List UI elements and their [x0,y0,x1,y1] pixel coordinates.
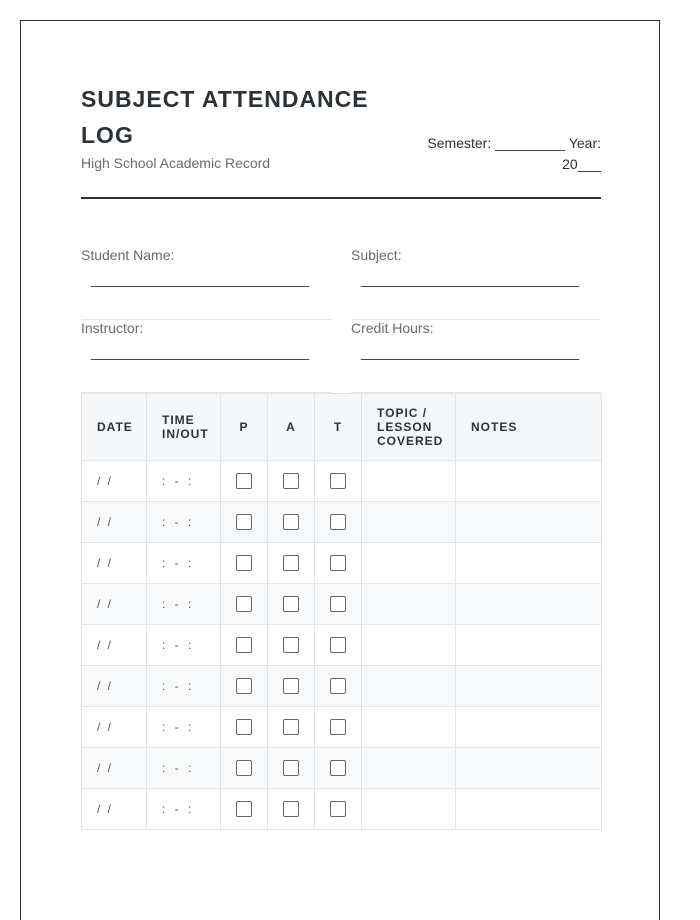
absent-cell [268,502,315,543]
topic-cell[interactable] [362,625,456,666]
absent-cell [268,748,315,789]
tardy-checkbox[interactable] [330,719,346,735]
field-credit-hours[interactable] [351,320,601,393]
notes-cell[interactable] [456,748,602,789]
header-topic: TOPIC / LESSON COVERED [362,394,456,461]
tardy-checkbox[interactable] [330,678,346,694]
topic-cell[interactable] [362,461,456,502]
notes-cell[interactable] [456,707,602,748]
present-checkbox[interactable] [236,760,252,776]
date-cell[interactable]: / / [82,584,147,625]
table-row [82,789,602,830]
topic-cell[interactable] [362,666,456,707]
date-cell[interactable]: / / [82,748,147,789]
absent-checkbox[interactable] [283,760,299,776]
time-cell[interactable]: : - : [147,666,221,707]
absent-checkbox[interactable] [283,678,299,694]
table-header-row [82,394,602,461]
field-blank[interactable]: ____________________________ [91,344,310,360]
attendance-log-page [20,20,660,920]
header-date: DATE [82,394,147,461]
date-cell[interactable]: / / [82,502,147,543]
field-subject[interactable] [351,247,601,320]
absent-cell [268,707,315,748]
present-cell [221,461,268,502]
tardy-cell [315,584,362,625]
absent-checkbox[interactable] [283,514,299,530]
field-label: Credit Hours: [351,320,434,336]
table-row [82,584,602,625]
time-cell[interactable]: : - : [147,748,221,789]
topic-cell[interactable] [362,543,456,584]
field-blank[interactable]: ____________________________ [361,344,580,360]
tardy-checkbox[interactable] [330,801,346,817]
header-tardy: T [315,394,362,461]
notes-cell[interactable] [456,502,602,543]
present-checkbox[interactable] [236,719,252,735]
table-row [82,707,602,748]
present-cell [221,502,268,543]
date-cell[interactable]: / / [82,625,147,666]
absent-checkbox[interactable] [283,801,299,817]
present-checkbox[interactable] [236,801,252,817]
date-cell[interactable]: / / [82,543,147,584]
tardy-cell [315,789,362,830]
tardy-cell [315,707,362,748]
tardy-cell [315,502,362,543]
present-cell [221,666,268,707]
header-notes: NOTES [456,394,602,461]
present-cell [221,707,268,748]
absent-checkbox[interactable] [283,473,299,489]
year-prefix-line: 20___ [562,156,601,172]
absent-checkbox[interactable] [283,555,299,571]
absent-cell [268,789,315,830]
tardy-cell [315,625,362,666]
time-cell[interactable]: : - : [147,502,221,543]
document-title: SUBJECT ATTENDANCE LOG [81,86,369,148]
present-cell [221,625,268,666]
table-row [82,625,602,666]
present-cell [221,748,268,789]
notes-cell[interactable] [456,625,602,666]
date-cell[interactable]: / / [82,707,147,748]
field-instructor[interactable] [81,320,331,393]
tardy-cell [315,461,362,502]
absent-cell [268,584,315,625]
time-cell[interactable]: : - : [147,789,221,830]
tardy-cell [315,543,362,584]
tardy-checkbox[interactable] [330,514,346,530]
date-cell[interactable]: / / [82,789,147,830]
tardy-checkbox[interactable] [330,555,346,571]
tardy-checkbox[interactable] [330,596,346,612]
absent-checkbox[interactable] [283,596,299,612]
table-row [82,748,602,789]
field-label: Student Name: [81,247,175,263]
header-present: P [221,394,268,461]
absent-checkbox[interactable] [283,637,299,653]
topic-cell[interactable] [362,748,456,789]
time-cell[interactable]: : - : [147,707,221,748]
absent-cell [268,461,315,502]
topic-cell[interactable] [362,789,456,830]
tardy-cell [315,666,362,707]
present-checkbox[interactable] [236,555,252,571]
document-subtitle: High School Academic Record [81,155,271,171]
topic-cell[interactable] [362,707,456,748]
page-content [81,21,601,816]
present-checkbox[interactable] [236,678,252,694]
time-cell[interactable]: : - : [147,461,221,502]
present-checkbox[interactable] [236,473,252,489]
present-cell [221,789,268,830]
absent-cell [268,543,315,584]
field-blank[interactable]: ____________________________ [91,271,310,287]
absent-cell [268,666,315,707]
field-blank[interactable]: ____________________________ [361,271,580,287]
topic-cell[interactable] [362,502,456,543]
field-label: Subject: [351,247,402,263]
table-row [82,666,602,707]
time-cell[interactable]: : - : [147,543,221,584]
present-checkbox[interactable] [236,514,252,530]
notes-cell[interactable] [456,789,602,830]
field-label: Instructor: [81,320,144,336]
header-absent: A [268,394,315,461]
tardy-checkbox[interactable] [330,760,346,776]
notes-cell[interactable] [456,584,602,625]
notes-cell[interactable] [456,543,602,584]
present-checkbox[interactable] [236,637,252,653]
header-time: TIME IN/OUT [147,394,221,461]
tardy-cell [315,748,362,789]
absent-checkbox[interactable] [283,719,299,735]
topic-cell[interactable] [362,584,456,625]
tardy-checkbox[interactable] [330,637,346,653]
time-cell[interactable]: : - : [147,625,221,666]
document-header [81,21,601,199]
table-row [82,502,602,543]
present-cell [221,584,268,625]
notes-cell[interactable] [456,666,602,707]
semester-year-block [401,133,601,175]
notes-cell[interactable] [456,461,602,502]
absent-cell [268,625,315,666]
date-cell[interactable]: / / [82,461,147,502]
table-row [82,543,602,584]
present-cell [221,543,268,584]
present-checkbox[interactable] [236,596,252,612]
field-student-name[interactable] [81,247,331,320]
date-cell[interactable]: / / [82,666,147,707]
semester-year-line: Semester: _________ Year: [427,135,601,151]
table-row [82,461,602,502]
tardy-checkbox[interactable] [330,473,346,489]
attendance-table [81,393,602,830]
time-cell[interactable]: : - : [147,584,221,625]
